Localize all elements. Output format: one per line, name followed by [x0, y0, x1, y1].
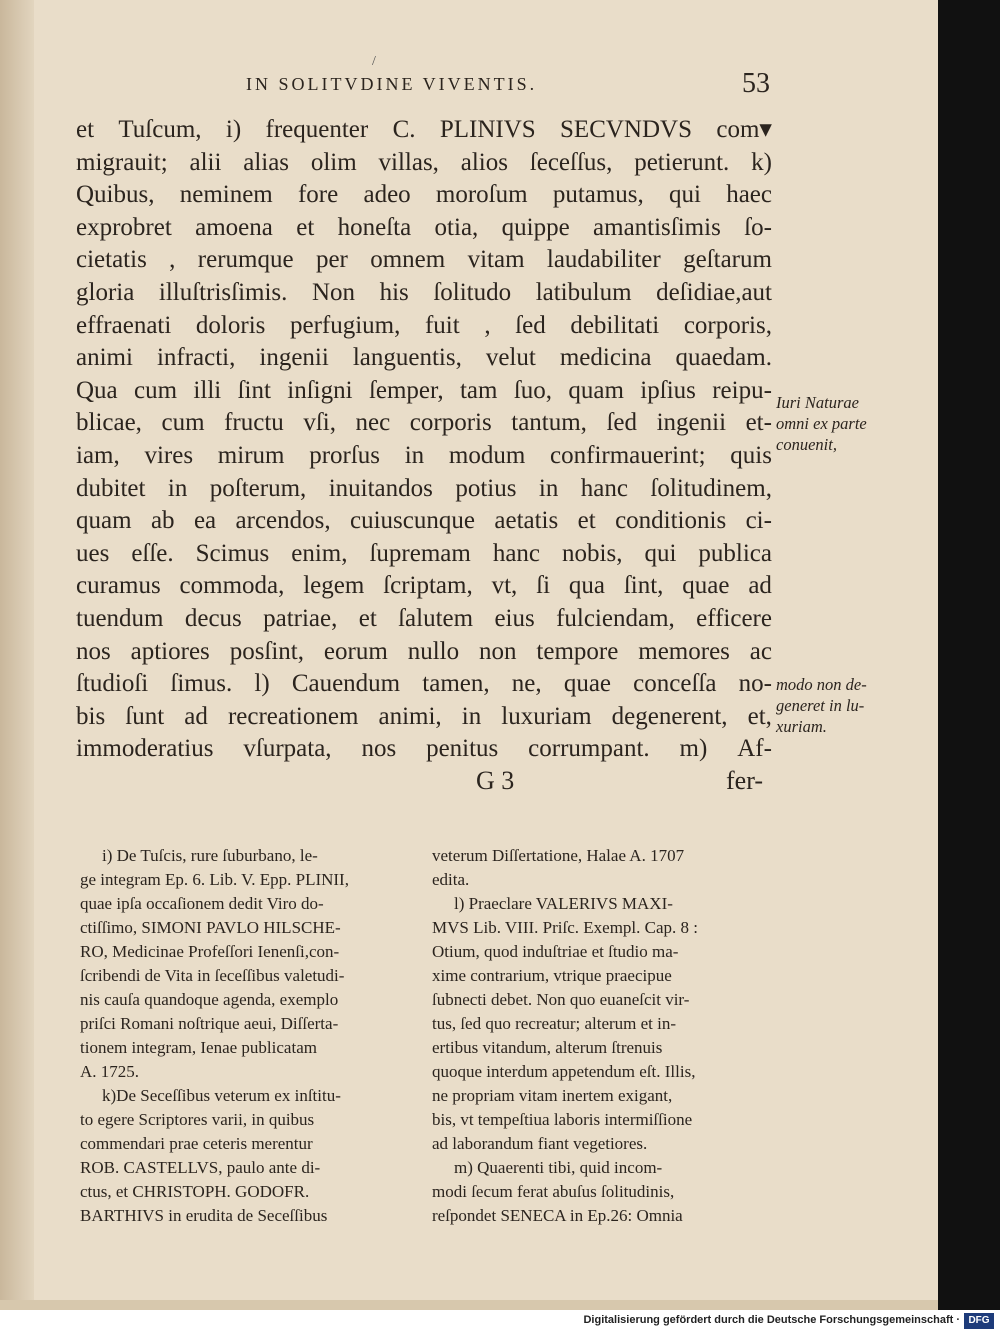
- footer-bar: [0, 1310, 1000, 1334]
- text-line: blicae, cum fructu vſi, nec corporis tantum, ſed ingenii et-: [76, 409, 772, 437]
- text-line: et Tuſcum, i) frequenter C. PLINIVS SECVNDVS com▾: [76, 116, 772, 143]
- text-line: effraenati doloris perfugium, fuit , ſed debilitati corporis,: [76, 311, 772, 339]
- marginal-line: conuenit,: [776, 435, 837, 454]
- footnote-line: ſcribendi de Vita in ſeceſſibus valetudi-: [80, 966, 345, 985]
- footnote-line: quoque interdum appetendum eſt. Illis,: [432, 1062, 696, 1081]
- footnote-line: ctiſſimo, SIMONI PAVLO HILSCHE-: [80, 918, 341, 937]
- text-line: curamus commoda, legem ſcriptam, vt, ſi qua ſint, quae ad: [76, 572, 772, 600]
- footnote-line: quae ipſa occaſionem dedit Viro do-: [80, 894, 324, 913]
- text-line: quam ab ea arcendos, cuiuscunque aetatis et conditionis ci-: [76, 507, 772, 535]
- marginal-line: modo non de-: [776, 675, 867, 694]
- running-title: IN SOLITVDINE VIVENTIS.: [246, 74, 538, 94]
- signature-mark: G 3: [476, 766, 515, 795]
- footnote-line: k)De Seceſſibus veterum ex inſtitu-: [102, 1086, 341, 1105]
- marginal-line: omni ex parte: [776, 414, 867, 433]
- text-line: nos aptiores posſint, eorum nullo non tempore memores ac: [76, 637, 772, 665]
- footnote-line: i) De Tuſcis, rure ſuburbano, le-: [102, 846, 318, 865]
- footnote-line: tus, ſed quo recreatur; alterum et in-: [432, 1014, 677, 1033]
- footnote-line: commendari prae ceteris merentur: [80, 1134, 313, 1153]
- running-header: [230, 68, 790, 110]
- marginal-line: Iuri Naturae: [776, 393, 859, 412]
- footnote-line: m) Quaerenti tibi, quid incom-: [454, 1158, 663, 1177]
- text-line: bis ſunt ad recreationem animi, in luxuriam degenerent, et,: [76, 702, 772, 730]
- text-line: iam, vires mirum prorſus in modum confirmauerint; quis: [76, 441, 772, 469]
- top-mark: /: [372, 54, 376, 69]
- dfg-logo: DFG: [964, 1313, 994, 1329]
- page-number: 53: [742, 68, 770, 99]
- footnote-line: Otium, quod induſtriae et ſtudio ma-: [432, 942, 679, 961]
- footnote-line: BARTHIVS in erudita de Seceſſibus: [80, 1206, 328, 1225]
- footnote-line: MVS Lib. VIII. Priſc. Exempl. Cap. 8 :: [432, 918, 698, 937]
- footnote-line: veterum Diſſertatione, Halae A. 1707: [432, 846, 685, 865]
- footnote-line: edita.: [432, 870, 470, 889]
- footnote-line: to egere Scriptores varii, in quibus: [80, 1110, 315, 1129]
- footer-credit: Digitalisierung gefördert durch die Deutsche Forschungsgemeinschaft ·: [583, 1314, 960, 1326]
- text-line: animi infracti, ingenii languentis, velut medicina quaedam.: [76, 344, 772, 372]
- footnote-line: A. 1725.: [80, 1062, 140, 1081]
- footnote-line: RO, Medicinae Profeſſori Ienenſi,con-: [80, 942, 340, 961]
- footnote-line: ad laborandum fiant vegetiores.: [432, 1134, 648, 1153]
- footnotes-left-column: [80, 844, 412, 1228]
- footnote-line: ctus, et CHRISTOPH. GODOFR.: [80, 1182, 310, 1201]
- marginal-line: xuriam.: [776, 717, 827, 736]
- footnote-line: ROB. CASTELLVS, paulo ante di-: [80, 1158, 321, 1177]
- text-line: dubitet in poſterum, inuitandos potius in hanc ſolitudinem,: [76, 474, 772, 502]
- footnote-line: ne propriam vitam inertem exigant,: [432, 1086, 673, 1105]
- text-line: migrauit; alii alias olim villas, alios ſeceſſus, petierunt. k): [76, 148, 772, 176]
- text-line: Quibus, neminem fore adeo moroſum putamus, qui haec: [76, 181, 772, 209]
- footnotes-right-column: [432, 844, 776, 1228]
- catchword: fer-: [726, 766, 763, 795]
- footnote-line: priſci Romani noſtrique aeui, Diſſerta-: [80, 1014, 339, 1033]
- page-bottom-edge: [0, 1300, 940, 1310]
- footnote-line: modi ſecum ferat abuſus ſolitudinis,: [432, 1182, 675, 1201]
- footnote-line: reſpondet SENECA in Ep.26: Omnia: [432, 1206, 683, 1225]
- page-gutter: [0, 0, 34, 1308]
- text-line: exprobret amoena et honeſta otia, quippe amantisſimis ſo-: [76, 213, 772, 241]
- text-line: ſtudioſi ſimus. l) Cauendum tamen, ne, quae conceſſa no-: [76, 670, 772, 698]
- text-line: gloria illuſtrisſimis. Non his ſolitudo latibulum deſidiae,aut: [76, 278, 772, 306]
- footnote-line: ge integram Ep. 6. Lib. V. Epp. PLINII,: [80, 870, 349, 889]
- main-text: [76, 114, 772, 766]
- text-line: ues eſſe. Scimus enim, ſupremam hanc nobis, qui publica: [76, 539, 772, 567]
- marginal-note-1: [776, 392, 916, 455]
- marginal-line: generet in lu-: [776, 696, 865, 715]
- text-line: cietatis , rerumque per omnem vitam laudabiliter geſtarum: [76, 246, 772, 274]
- text-line: immoderatius vſurpata, nos penitus corrumpant. m) Af-: [76, 735, 772, 763]
- text-line: Qua cum illi ſint inſigni ſemper, tam ſuo, quam ipſius reipu-: [76, 376, 772, 404]
- footnote-line: ertibus vitandum, alterum ſtrenuis: [432, 1038, 663, 1057]
- footnote-line: xime contrarium, vtrique praecipue: [432, 966, 672, 985]
- text-line: tuendum decus patriae, et ſalutem eius fulciendam, efficere: [76, 604, 772, 632]
- scan-border: [938, 0, 1000, 1310]
- footnote-line: l) Praeclare VALERIVS MAXI-: [454, 894, 673, 913]
- footnote-line: tionem integram, Ienae publicatam: [80, 1038, 317, 1057]
- footnote-line: nis cauſa quandoque agenda, exemplo: [80, 990, 339, 1009]
- footnote-line: bis, vt tempeſtiua laboris intermiſſione: [432, 1110, 693, 1129]
- marginal-note-2: [776, 674, 916, 737]
- footnote-line: ſubnecti debet. Non quo euaneſcit vir-: [432, 990, 690, 1009]
